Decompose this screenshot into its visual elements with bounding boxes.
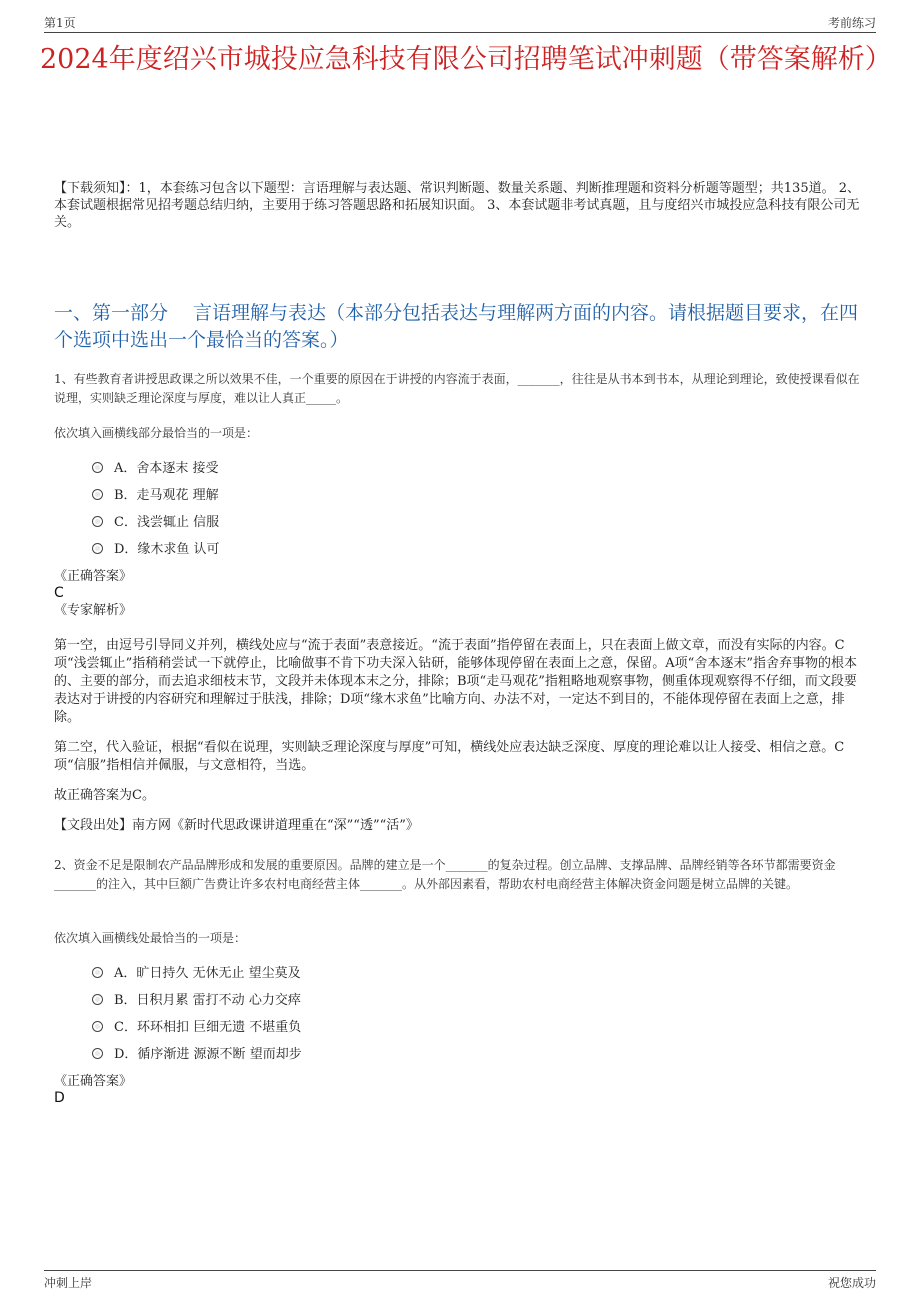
option-label: A．舍本逐末 接受 xyxy=(114,461,219,476)
question-2-answer xyxy=(54,1073,866,1107)
question-2-stem: 2、资金不足是限制农产品品牌形成和发展的重要原因。品牌的建立是一个_______的复杂过程。创立品牌、支撑品牌、品牌经销等各环节都需要资金_______的注入，其中巨额广告费让许多农村电商经营主体_______。从外部因素看，帮助农村电商经营主体解决资金问题是树立品牌的关键。 xyxy=(54,858,836,891)
option-b[interactable] xyxy=(92,989,492,1016)
option-label: A．旷日持久 无休无止 望尘莫及 xyxy=(114,966,301,981)
answer-value: D xyxy=(54,1090,65,1106)
document-title: 2024年度绍兴市城投应急科技有限公司招聘笔试冲刺题（带答案解析） xyxy=(40,44,892,75)
question-1-stem: 1、有些教育者讲授思政课之所以效果不佳，一个重要的原因在于讲授的内容流于表面，_______，往往是从书本到书本，从理论到理论，致使授课看似在说理，实则缺乏理论深度与厚度，难以让人真正_____。 xyxy=(54,372,860,405)
option-a[interactable] xyxy=(92,457,492,484)
analysis-paragraph: 第一空，由逗号引导同义并列，横线处应与“流于表面”表意接近。“流于表面”指停留在表面上，只在表面上做文章，而没有实际的内容。C项“浅尝辄止”指稍稍尝试一下就停止，比喻做事不肯下功夫深入钻研，能够体现停留在表面上之意，保留。A项“舍本逐末”指舍弃事物的根本的、主要的部分，而去追求细枝末节，文段并未体现本末之分，排除；B项“走马观花”指粗略地观察事物，侧重体现观察得不仔细，而文段要表达对于讲授的内容研究和理解过于肤浅，排除；D项“缘木求鱼”比喻方向、办法不对，一定达不到目的，不能体现停留在表面上之意，排除。 xyxy=(54,638,857,725)
radio-button-icon[interactable] xyxy=(92,994,103,1005)
analysis-conclusion: 故正确答案为C。 xyxy=(54,788,155,803)
radio-button-icon[interactable] xyxy=(92,543,103,554)
radio-button-icon[interactable] xyxy=(92,516,103,527)
question-1-options xyxy=(92,457,492,565)
download-notice: 【下载须知】：1，本套练习包含以下题型：言语理解与表达题、常识判断题、数量关系题、判断推理题和资料分析题等题型；共135道。 2、本套试题根据常见招考题总结归纳，主要用于练习答题思路和拓展知识面。 3、本套试题非考试真题，且与度绍兴市城投应急科技有限公司无关。 xyxy=(54,181,860,230)
option-d[interactable] xyxy=(92,1043,492,1070)
option-label: B．日积月累 雷打不动 心力交瘁 xyxy=(114,993,301,1008)
footer-right-text: 祝您成功 xyxy=(827,1276,876,1290)
section-heading: 一、第一部分 言语理解与表达（本部分包括表达与理解两方面的内容。请根据题目要求，在四个选项中选出一个最恰当的答案。） xyxy=(54,302,859,351)
radio-button-icon[interactable] xyxy=(92,1021,103,1032)
page-footer xyxy=(44,1270,876,1291)
answer-value: C xyxy=(54,585,64,601)
radio-button-icon[interactable] xyxy=(92,462,103,473)
option-label: B．走马观花 理解 xyxy=(114,488,219,503)
page-number: 第1页 xyxy=(44,16,76,30)
question-2-prompt: 依次填入画横线处最恰当的一项是： xyxy=(54,931,247,945)
option-d[interactable] xyxy=(92,538,492,565)
question-2-options xyxy=(92,962,492,1070)
footer-left-text: 冲刺上岸 xyxy=(44,1276,93,1290)
radio-button-icon[interactable] xyxy=(92,967,103,978)
question-1-analysis xyxy=(54,637,866,847)
header-tag: 考前练习 xyxy=(827,16,876,30)
option-label: C．环环相扣 巨细无遗 不堪重负 xyxy=(114,1020,302,1035)
option-b[interactable] xyxy=(92,484,492,511)
analysis-label: 《专家解析》 xyxy=(54,603,133,618)
option-c[interactable] xyxy=(92,1016,492,1043)
analysis-paragraph: 第二空，代入验证，根据“看似在说理，实则缺乏理论深度与厚度”可知，横线处应表达缺乏深度、厚度的理论难以让人接受、相信之意。C项“信服”指相信并佩服，与文意相符，当选。 xyxy=(54,740,845,773)
question-1-answer xyxy=(54,568,866,619)
option-label: D．缘木求鱼 认可 xyxy=(114,542,220,557)
answer-label: 《正确答案》 xyxy=(54,569,133,584)
page-header xyxy=(44,12,876,33)
option-label: D．循序渐进 源源不断 望而却步 xyxy=(114,1047,302,1062)
option-label: C．浅尝辄止 信服 xyxy=(114,515,220,530)
source-citation: 【文段出处】南方网《新时代思政课讲道理重在“深”“透”“活”》 xyxy=(54,818,419,833)
radio-button-icon[interactable] xyxy=(92,489,103,500)
question-1-prompt: 依次填入画横线部分最恰当的一项是： xyxy=(54,426,259,440)
option-a[interactable] xyxy=(92,962,492,989)
answer-label: 《正确答案》 xyxy=(54,1074,133,1089)
radio-button-icon[interactable] xyxy=(92,1048,103,1059)
option-c[interactable] xyxy=(92,511,492,538)
